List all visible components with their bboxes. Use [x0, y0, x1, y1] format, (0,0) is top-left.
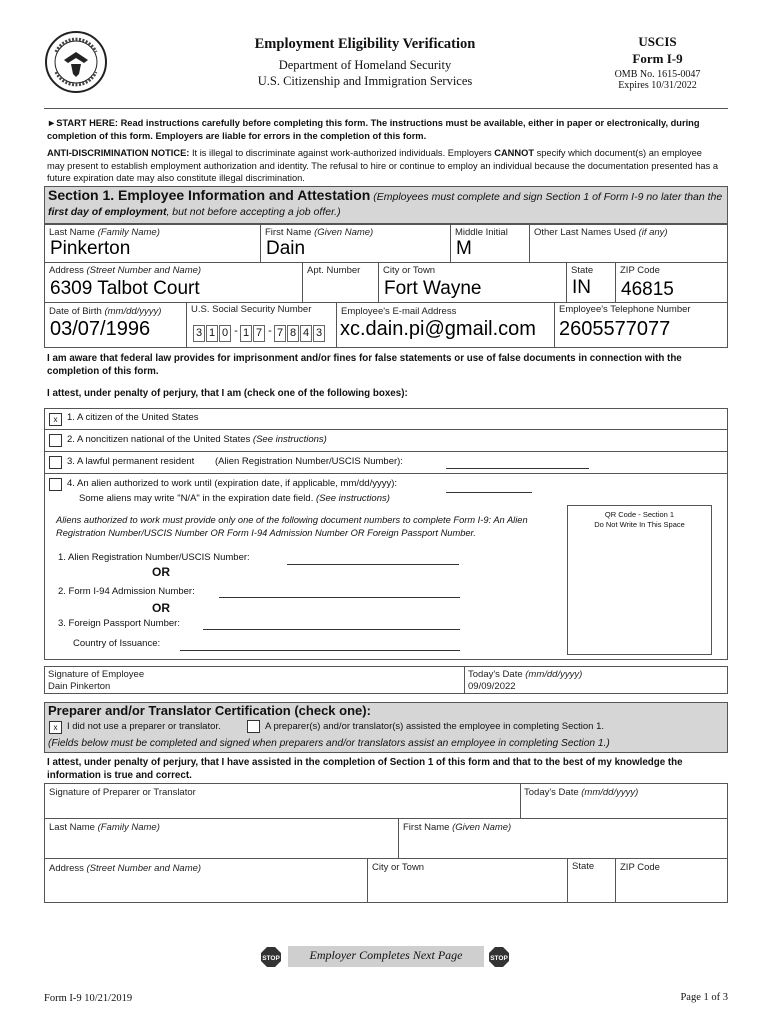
preparer-state-field[interactable]	[571, 878, 611, 898]
department: Department of Homeland Security	[278, 58, 452, 72]
no-preparer-label: I did not use a preparer or translator.	[67, 721, 221, 732]
signature-date-label: Today's Date (mm/dd/yyyy)	[468, 669, 583, 680]
aware-statement: I am aware that federal law provides for imprisonment and/or fines for false statements or use of false documents in connection with the completion of this form.	[47, 353, 682, 377]
employee-signature-field[interactable]: Dain Pinkerton	[48, 681, 111, 692]
or-label-1: OR	[152, 565, 170, 579]
ssn-digit-box[interactable]: 3	[313, 325, 325, 342]
state-label: State	[571, 265, 594, 276]
preparer-zip-field[interactable]	[619, 878, 724, 898]
last-name-label: Last Name (Family Name)	[49, 227, 160, 238]
aliens-document-note: Aliens authorized to work must provide only one of the following document numbers to complete Form I-9: An Alien Registration Number/USCIS Number OR Form I-94 Admission Number OR Foreign Passport Number.	[56, 515, 528, 538]
signature-date-field[interactable]: 09/09/2022	[468, 681, 516, 692]
ssn-digit-box[interactable]: 1	[240, 325, 252, 342]
other-names-field[interactable]	[534, 242, 724, 260]
preparer-last-name-label: Last Name (Family Name)	[49, 822, 160, 833]
page-number: Page 1 of 3	[680, 992, 728, 1003]
preparer-date-field[interactable]	[524, 800, 724, 816]
passport-label: 3. Foreign Passport Number:	[58, 618, 180, 629]
ssn-digit-box[interactable]: 0	[219, 325, 231, 342]
expiration-date-field[interactable]	[446, 492, 532, 493]
employer-next-page-text: Employer Completes Next Page	[309, 948, 463, 962]
preparer-signature-label: Signature of Preparer or Translator	[49, 787, 196, 798]
agency: U.S. Citizenship and Immigration Services	[257, 74, 473, 88]
preparer-note: (Fields below must be completed and signed when preparers and/or translators assist an employee in completing Section 1.)	[48, 738, 610, 749]
preparer-assisted-checkbox[interactable]	[247, 720, 260, 733]
address-field[interactable]: 6309 Talbot Court	[50, 278, 200, 299]
stop-sign-icon-left	[260, 946, 282, 968]
ssn-digit-box[interactable]: 8	[287, 325, 299, 342]
passport-field[interactable]	[203, 629, 460, 630]
stop-sign-icon-right	[488, 946, 510, 968]
stop-text-right: STOP	[490, 955, 508, 962]
city-label: City or Town	[383, 265, 436, 276]
preparer-signature-field[interactable]	[48, 800, 516, 816]
uscis-label: USCIS	[638, 34, 677, 49]
omb-number: OMB No. 1615-0047	[614, 69, 701, 80]
preparer-last-name-field[interactable]	[48, 836, 394, 854]
email-field[interactable]: xc.dain.pi@gmail.com	[340, 318, 536, 340]
preparer-city-field[interactable]	[371, 878, 563, 898]
ssn-digit-box[interactable]: 4	[300, 325, 312, 342]
dhs-seal	[44, 30, 108, 94]
first-name-label: First Name (Given Name)	[265, 227, 374, 238]
zip-field[interactable]: 46815	[621, 279, 674, 300]
noncitizen-national-checkbox[interactable]	[49, 434, 62, 447]
ssn-separator: -	[234, 325, 238, 337]
section1-subtitle-bold: first day of employment	[48, 206, 167, 218]
preparer-address-label: Address (Street Number and Name)	[49, 863, 202, 874]
preparer-date-label: Today's Date (mm/dd/yyyy)	[524, 787, 639, 798]
i94-label: 2. Form I-94 Admission Number:	[58, 586, 195, 597]
preparer-attestation: I attest, under penalty of perjury, that I have assisted in the completion of Section 1 of this form and that to the best of my knowledge the information is true and correct.	[47, 757, 683, 781]
i94-field[interactable]	[219, 597, 460, 598]
preparer-city-label: City or Town	[372, 862, 425, 873]
middle-initial-label: Middle Initial	[455, 227, 508, 238]
form-title: Employment Eligibility Verification	[254, 36, 476, 52]
alien-authorized-checkbox[interactable]	[49, 478, 62, 491]
preparer-assisted-label: A preparer(s) and/or translator(s) assisted the employee in completing Section 1.	[265, 721, 604, 732]
alien-registration-label: 1. Alien Registration Number/USCIS Number:	[58, 552, 250, 563]
citizen-label: 1. A citizen of the United States	[67, 412, 199, 423]
ssn-digit-box[interactable]: 1	[206, 325, 218, 342]
anti-discrimination-notice	[47, 147, 722, 185]
dob-field[interactable]: 03/07/1996	[50, 318, 151, 340]
middle-initial-field[interactable]: M	[456, 238, 472, 259]
email-label: Employee's E-mail Address	[341, 306, 457, 317]
anti-text-2: specify which document(s) an employee may present to establish employment authorization and identity. The refusal to hire or continue to employ an individual because the documentation presented has a future expiration date may also constitute illegal discrimination.	[47, 148, 718, 183]
na-note: Some aliens may write "N/A" in the expiration date field. (See instructions)	[79, 493, 390, 504]
section1-subtitle-1: (Employees must complete and sign Section 1 of Form I-9 no later than the	[370, 191, 723, 203]
zip-label: ZIP Code	[620, 265, 660, 276]
ssn-digit-box[interactable]: 7	[253, 325, 265, 342]
preparer-first-name-label: First Name (Given Name)	[403, 822, 512, 833]
employee-signature-label: Signature of Employee	[48, 669, 145, 680]
start-here-notice: ►START HERE: Read instructions carefully before completing this form. The instructions must be available, either in paper or electronically, during completion of this form. Employers are liable for errors in the completion of this form.	[47, 118, 700, 141]
preparer-title: Preparer and/or Translator Certification (check one):	[48, 703, 371, 718]
qr-code-label: QR Code - Section 1	[604, 510, 675, 519]
alien-authorized-label: 4. An alien authorized to work until (expiration date, if applicable, mm/dd/yyyy):	[67, 478, 398, 489]
other-names-label: Other Last Names Used (if any)	[534, 227, 668, 238]
noncitizen-national-label: 2. A noncitizen national of the United States (See instructions)	[67, 434, 327, 445]
country-label: Country of Issuance:	[73, 638, 161, 649]
section1-title-block	[48, 188, 724, 220]
preparer-address-field[interactable]	[48, 878, 362, 898]
section1-title: Section 1. Employee Information and Attestation	[48, 187, 371, 203]
ssn-field[interactable]	[193, 325, 326, 343]
form-number: Form I-9	[632, 51, 683, 66]
country-field[interactable]	[180, 650, 460, 651]
state-field[interactable]: IN	[572, 277, 591, 298]
apt-number-label: Apt. Number	[307, 265, 361, 276]
preparer-first-name-field[interactable]	[402, 836, 724, 854]
ssn-digit-box[interactable]: 3	[193, 325, 205, 342]
header-divider	[44, 108, 728, 109]
anti-cannot: CANNOT	[494, 148, 535, 158]
preparer-state-label: State	[572, 861, 595, 872]
permanent-resident-number-field[interactable]	[446, 468, 589, 469]
dob-label: Date of Birth (mm/dd/yyyy)	[49, 306, 162, 317]
expiration: Expires 10/31/2022	[618, 80, 697, 91]
city-field[interactable]: Fort Wayne	[384, 278, 482, 299]
stop-text-left: STOP	[262, 955, 280, 962]
ssn-digit-box[interactable]: 7	[274, 325, 286, 342]
or-label-2: OR	[152, 601, 170, 615]
last-name-field[interactable]: Pinkerton	[50, 238, 131, 259]
phone-label: Employee's Telephone Number	[559, 304, 691, 315]
form-revision: Form I-9 10/21/2019	[44, 993, 133, 1004]
phone-field[interactable]: 2605577077	[559, 318, 671, 340]
preparer-zip-label: ZIP Code	[620, 862, 660, 873]
anti-label: ANTI-DISCRIMINATION NOTICE:	[47, 148, 190, 158]
ssn-label: U.S. Social Security Number	[191, 304, 312, 315]
ssn-separator: -	[268, 325, 272, 337]
permanent-resident-label: 3. A lawful permanent resident	[67, 456, 195, 467]
section1-subtitle-2: , but not before accepting a job offer.)	[166, 206, 341, 218]
no-preparer-checkbox[interactable]: x	[49, 721, 62, 734]
alien-registration-field[interactable]	[287, 564, 459, 565]
first-name-field[interactable]: Dain	[266, 238, 306, 259]
permanent-resident-number-label: (Alien Registration Number/USCIS Number):	[215, 456, 403, 467]
employee-signature-box	[44, 666, 728, 694]
perjury-statement: I attest, under penalty of perjury, that I am (check one of the following boxes):	[47, 388, 408, 399]
qr-code-no-write: Do Not Write In This Space	[594, 520, 685, 529]
anti-text-1: It is illegal to discriminate against work-authorized individuals. Employers	[189, 148, 495, 158]
address-label: Address (Street Number and Name)	[49, 265, 202, 276]
apt-number-field[interactable]	[306, 280, 374, 298]
citizen-checkbox[interactable]: x	[49, 413, 62, 426]
permanent-resident-checkbox[interactable]	[49, 456, 62, 469]
